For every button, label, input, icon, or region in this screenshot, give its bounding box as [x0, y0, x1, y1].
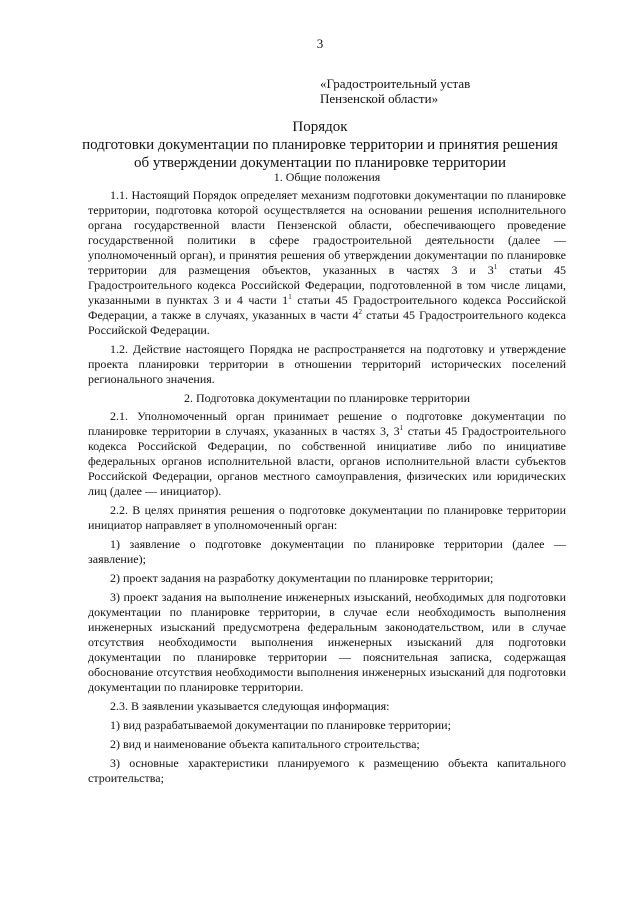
appendix-line-1: «Градостроительный устав: [320, 76, 471, 91]
title-line-2: подготовки документации по планировке территории и принятия решения: [82, 137, 558, 153]
paragraph-1-1-part-d: статьи 45 Градостроительного кодекса Российской Федерации.: [88, 308, 566, 337]
document-title: [60, 118, 580, 172]
paragraph-1-1-part-c: статьи 45 Градостроительного кодекса Российской Федерации, а также в случаях, указанных в части 4: [88, 293, 566, 322]
appendix-reference: [320, 76, 470, 106]
paragraph-2-2-item-1: 1) заявление о подготовке документации по планировке территории (далее — заявление);: [88, 537, 566, 566]
paragraph-2-1-part-b: статьи 45 Градостроительного кодекса Российской Федерации, по собственной инициативе либо по инициативе федеральных органов исполнительной власти, органов исполнительной власти субъектов Российской Федерации, органов местного самоуправления, физических или юридических лиц (далее — инициатор).: [88, 424, 566, 498]
superscript: 1: [493, 263, 498, 271]
paragraph-2-1-part-a: 2.1. Уполномоченный орган принимает решение о подготовке документации по планировке территории в случаях, указанных в частях 3, 3: [88, 409, 566, 438]
paragraph-2-2-item-3: 3) проект задания на выполнение инженерных изысканий, необходимых для подготовки документации по планировке территории, в случае если необходимость выполнения инженерных изысканий предусмотрена федеральным законодательством, или в случае отсутствия необходимости выполнения инженерных изысканий для подготовки документации по планировке территории — пояснительная записка, содержащая обоснование отсутствия необходимости выполнения инженерных изысканий для подготовки документации по планировке территории.: [88, 590, 566, 694]
title-line-1: Порядок: [292, 119, 348, 135]
superscript: 1: [399, 424, 404, 432]
document-body: [88, 170, 566, 790]
paragraph-1-2: 1.2. Действие настоящего Порядка не распространяется на подготовку и утверждение проекта планировки территории в отношении территорий исторических поселений регионального значения.: [88, 342, 566, 386]
paragraph-2-1: [88, 409, 566, 499]
superscript: 2: [358, 308, 363, 316]
page-number: 3: [316, 36, 324, 51]
paragraph-1-1-part-b: статьи 45 Градостроительного кодекса Российской Федерации, подготовленной в том числе лицами, указанными в пунктах 3 и 4 части 1: [88, 263, 567, 307]
paragraph-2-3-item-3: 3) основные характеристики планируемого к размещению объекта капитального строительства;: [88, 756, 566, 785]
paragraph-2-2: 2.2. В целях принятия решения о подготовке документации по планировке территории инициатор направляет в уполномоченный орган:: [88, 503, 566, 532]
section-1-heading: 1. Общие положения: [273, 170, 381, 184]
section-2-heading: 2. Подготовка документации по планировке территории: [184, 391, 470, 405]
paragraph-2-3: 2.3. В заявлении указывается следующая информация:: [110, 699, 390, 713]
paragraph-2-3-item-1: 1) вид разрабатываемой документации по планировке территории;: [110, 718, 451, 732]
superscript: 1: [288, 293, 292, 301]
paragraph-2-3-item-2: 2) вид и наименование объекта капитального строительства;: [110, 737, 420, 751]
paragraph-1-1: [88, 188, 566, 338]
paragraph-2-2-item-2: 2) проект задания на разработку документации по планировке территории;: [110, 571, 494, 585]
appendix-line-2: Пензенской области»: [320, 91, 439, 106]
paragraph-1-1-part-a: 1.1. Настоящий Порядок определяет механизм подготовки документации по планировке территории, подготовка которой осуществляется на основании решения исполнительного органа государственной власти Пензенской области, обеспечивающего проведение государственной политики в сфере градостроительной деятельности (далее — уполномоченный орган), и принятия решения об утверждении документации по планировке территории для размещения объектов, указанных в частях 3 и 3: [88, 188, 566, 277]
title-line-3: об утверждении документации по планировке территории: [133, 155, 507, 171]
